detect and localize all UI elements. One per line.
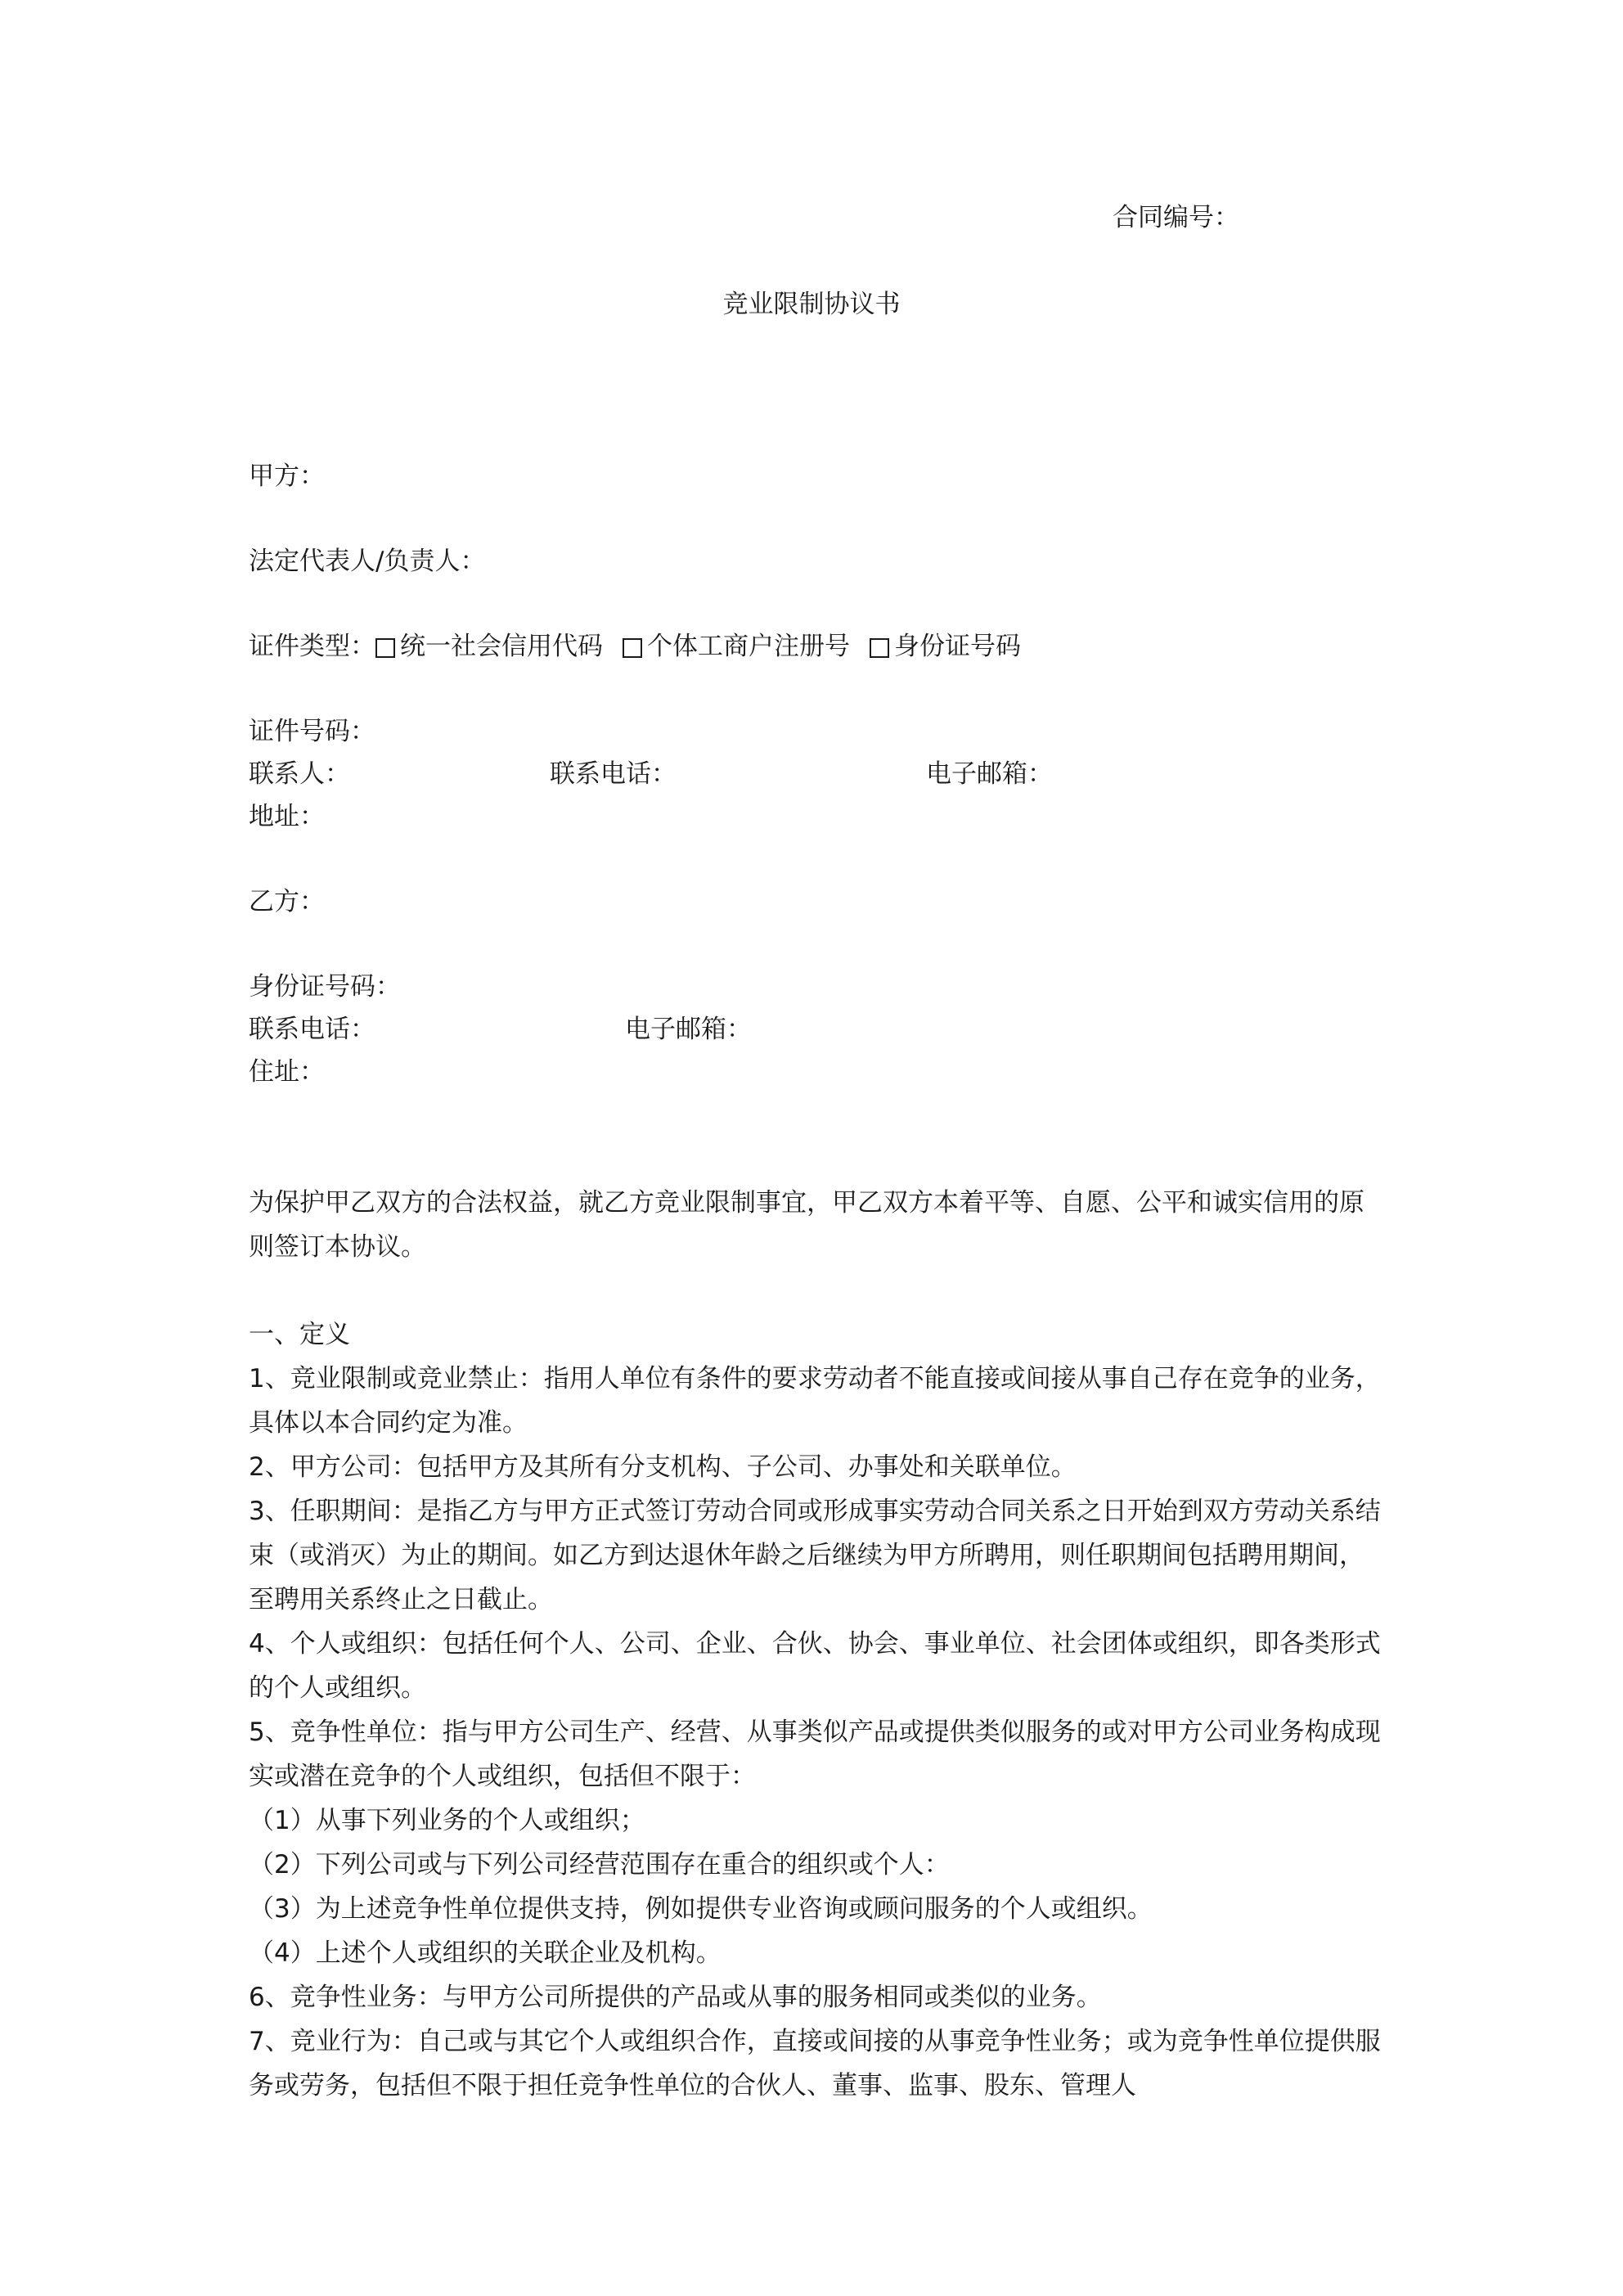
legal-representative-label: 法定代表人/负责人： (249, 547, 486, 576)
contract-number-label: 合同编号： (1113, 203, 1239, 232)
cert-option-label: 身份证号码 (894, 632, 1021, 661)
certificate-type-row (249, 632, 1041, 662)
section-heading: 一、定义 (249, 1320, 350, 1349)
clause-item: 1、竞业限制或竞业禁止：指用人单位有条件的要求劳动者不能直接或间接从事自己存在竞争的业务，具体以本合同约定为准。 (249, 1364, 1381, 1438)
certificate-number-label: 证件号码： (249, 717, 375, 746)
party-a-label: 甲方： (249, 461, 325, 491)
intro-paragraph (249, 1181, 1386, 1269)
clause-item: 2、甲方公司：包括甲方及其所有分支机构、子公司、办事处和关联单位。 (249, 1452, 1077, 1482)
checkbox-icon[interactable] (623, 638, 642, 658)
party-b-address-label: 住址： (249, 1057, 325, 1087)
clause-item: 5、竞争性单位：指与甲方公司生产、经营、从事类似产品或提供类似服务的或对甲方公司业务构成现实或潜在竞争的个人或组织，包括但不限于： (249, 1717, 1381, 1791)
document-title: 竞业限制协议书 (722, 290, 901, 319)
checkbox-icon[interactable] (870, 638, 889, 658)
cert-option-id-card[interactable] (870, 632, 1021, 662)
certificate-type-label: 证件类型： (249, 632, 375, 661)
contact-person-label: 联系人： (249, 759, 350, 789)
party-b-id-number-label: 身份证号码： (249, 972, 401, 1002)
clause-subitem: （3）为上述竞争性单位提供支持，例如提供专业咨询或顾问服务的个人或组织。 (249, 1894, 1153, 1924)
party-a-email-label: 电子邮箱： (926, 759, 1053, 789)
party-b-label: 乙方： (249, 887, 325, 916)
clause-subitem: （1）从事下列业务的个人或组织； (249, 1806, 645, 1835)
cert-option-label: 个体工商户注册号 (647, 632, 850, 661)
clause-subitem: （2）下列公司或与下列公司经营范围存在重合的组织或个人： (249, 1850, 950, 1880)
section-definitions (249, 1312, 1386, 2108)
clause-item: 7、竞业行为：自己或与其它个人或组织合作，直接或间接的从事竞争性业务；或为竞争性单位提供服务或劳务，包括但不限于担任竞争性单位的合伙人、董事、监事、股东、管理人 (249, 2027, 1381, 2100)
party-a-address-label: 地址： (249, 802, 325, 831)
party-b-phone-label: 联系电话： (249, 1015, 375, 1044)
party-a-phone-label: 联系电话： (550, 759, 677, 789)
clause-item: 4、个人或组织：包括任何个人、公司、企业、合伙、协会、事业单位、社会团体或组织，即各类形式的个人或组织。 (249, 1629, 1381, 1703)
cert-option-credit-code[interactable] (375, 632, 603, 662)
clause-item: 6、竞争性业务：与甲方公司所提供的产品或从事的服务相同或类似的业务。 (249, 1983, 1102, 2012)
checkbox-icon[interactable] (375, 638, 395, 658)
party-b-email-label: 电子邮箱： (625, 1015, 752, 1044)
intro-text: 为保护甲乙双方的合法权益，就乙方竞业限制事宜，甲乙双方本着平等、自愿、公平和诚实信用的原则签订本协议。 (249, 1188, 1364, 1262)
clause-subitem: （4）上述个人或组织的关联企业及机构。 (249, 1938, 722, 1968)
clause-item: 3、任职期间：是指乙方与甲方正式签订劳动合同或形成事实劳动合同关系之日开始到双方劳动关系结束（或消灭）为止的期间。如乙方到达退休年龄之后继续为甲方所聘用，则任职期间包括聘用期间，至聘用关系终止之日截止。 (249, 1497, 1381, 1614)
cert-option-business-reg[interactable] (623, 632, 850, 662)
cert-option-label: 统一社会信用代码 (400, 632, 603, 661)
